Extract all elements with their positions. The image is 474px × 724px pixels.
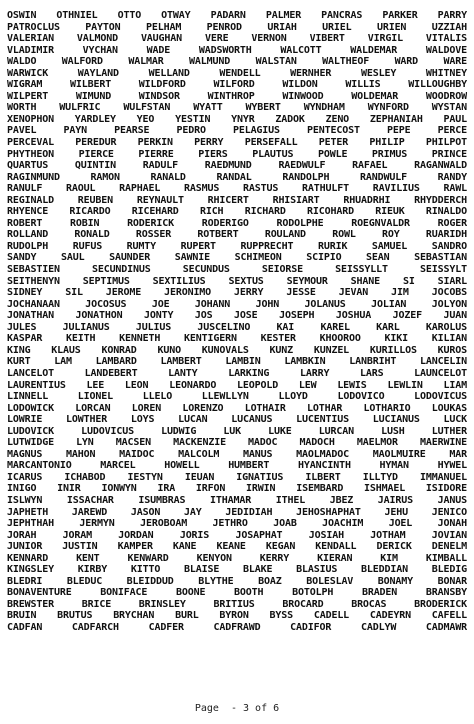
name-list-line: LODOWICK LORCAN LOREN LORENZO LOTHAIR LOTHAR LOTHARIO LOUKAS — [7, 402, 467, 414]
name-list-line: JEPHTHAH JERMYN JEROBOAM JETHRO JOAB JOACHIM JOEL JONAH — [7, 518, 467, 530]
name-list-line: KINGSLEY KIRBY KITTO BLAISE BLAKE BLASIUS BLEDDIAN BLEDIG — [7, 564, 467, 576]
name-list-line: RUDOLPH RUFUS RUMTY RUPERT RUPPRECHT RURIK SAMUEL SANDRO — [7, 240, 467, 252]
name-list-line: BREWSTER BRICE BRINSLEY BRITIUS BROCARD BROCAS BRODERICK — [7, 598, 467, 610]
name-list-line: RANULF RAOUL RAPHAEL RASMUS RASTUS RATHULFT RAVILIUS RAWL — [7, 183, 467, 195]
name-list-line: WIGRAM WILBERT WILDFORD WILFORD WILDON WILLIS WILLOUGHBY — [7, 79, 467, 91]
name-list-line: WILPERT WIMUND WINDSOR WINTHROP WINWOOD WOLDEMAR WOODROW — [7, 90, 467, 102]
name-list-line: BLEDRI BLEDUC BLEIDDUD BLYTHE BOAZ BOLESLAV BONAMY BONAR — [7, 575, 467, 587]
name-list-line: ROLLAND RONALD ROSSER ROTBERT ROULAND ROWL ROY RUARIDH — [7, 229, 467, 241]
name-list-line: WALDO WALFORD WALMAR WALMUND WALSTAN WALTHEOF WARD WARE — [7, 56, 467, 68]
name-list-line: INIGO INIR IONWYN IRA IRFON IRWIN ISEMBARD ISHMAEL ISIDORE — [7, 483, 467, 495]
name-list-line: KASPAR KEITH KENNETH KENTIGERN KESTER KHOOROO KIKI KILIAN — [7, 333, 467, 345]
name-list-line: RHYENCE RICARDO RICEHARD RICH RICHARD RICOHARD RIEUK RINALDO — [7, 206, 467, 218]
name-list-line: SIDNEY SIL JEROME JERONIMO JERRY JESSE JEVAN JIM JOCOBS — [7, 287, 467, 299]
name-list-line: KENNARD KENT KENWARD KENYON KERRY KIERAN KIM KIMBALL — [7, 552, 467, 564]
name-list-line: VLADIMIR VYCHAN WADE WADSWORTH WALCOTT WALDEMAR WALDOVE — [7, 44, 467, 56]
name-list-line: LUTWIDGE LYN MACSEN MACKENZIE MADOC MADOCH MAELMOR MAERWINE — [7, 437, 467, 449]
name-list-line: LAURENTIUS LEE LEON LEONARDO LEOPOLD LEW LEWIS LEWLIN LIAM — [7, 379, 467, 391]
name-list-line: WARWICK WAYLAND WELLAND WENDELL WERNHER WESLEY WHITNEY — [7, 67, 467, 79]
name-list-line: REGINALD REUBEN REYNAULT RHICERT RHISIART RHUADRHI RHYDDERCH — [7, 194, 467, 206]
name-list-line: LUDOVICK LUDOVICUS LUDWIG LUK LUKE LURCAN LUSH LUTHER — [7, 425, 467, 437]
name-list-line: MAGNUS MAHON MAIDOC MALCOLM MANUS MAOLMADOC MAOLMUIRE MAR — [7, 448, 467, 460]
name-list — [7, 10, 470, 634]
name-list-line: XENOPHON YARDLEY YEO YESTIN YNYR ZADOK ZENO ZEPHANIAH PAUL — [7, 113, 467, 125]
name-list-line: SEBASTIEN SECUNDINUS SECUNDUS SEIORSE SEISSYLLT SEISSYLT — [7, 264, 467, 276]
name-list-line: PERCEVAL PEREDUR PERKIN PERRY PERSEFALL PETER PHILIP PHILPOT — [7, 137, 467, 149]
name-list-line: OSWIN OTHNIEL OTTO OTWAY PADARN PALMER PANCRAS PARKER PARRY — [7, 10, 467, 21]
name-list-line: KURT LAM LAMBARD LAMBERT LAMBIN LAMBKIN LANBRIHT LANCELIN — [7, 356, 467, 368]
name-list-line: JUNIOR JUSTIN KAMPER KANE KEANE KEGAN KENDALL DERICK DENELM — [7, 541, 467, 553]
name-list-line: SANDY SAUL SAUNDER SAWNIE SCHIMEON SCIPIO SEAN SEBASTIAN — [7, 252, 467, 264]
name-list-line: JULES JULIANUS JULIUS JUSCELINO KAI KAREL KARL KAROLUS — [7, 321, 467, 333]
name-list-line: BRUIN BRUTUS BRYCHAN BURL BYRON BYSS CADELL CADEYRN CAFELL — [7, 610, 467, 622]
page-footer: Page - 3 of 6 — [194, 703, 280, 714]
name-list-line: SEITHENYN SEPTIMUS SEXTILIUS SEXTUS SEYMOUR SHANE SI SIARL — [7, 275, 467, 287]
name-list-line: JONATHAN JONATHON JONTY JOS JOSE JOSEPH JOSHUA JOZEF JUAN — [7, 310, 467, 322]
name-list-line: KING KLAUS KONRAD KUNO KUNOVALS KUNZ KUNZEL KURILLOS KUROS — [7, 344, 467, 356]
name-list-line: LANCELOT LANDEBERT LANTY LARKING LARRY LARS LAUNCELOT — [7, 367, 467, 379]
name-list-line: ROBERT ROBIN RODERICK RODERIGO RODOLPHE ROEGNVALDR ROGER — [7, 217, 467, 229]
name-list-line: RAGINMUND RAMON RANALD RANDAL RANDOLPH RANDWULF RANDY — [7, 171, 467, 183]
name-list-line: JAPHETH JAREWD JASON JAY JEDIDIAH JEHOSHAPHAT JEHU JENICO — [7, 506, 467, 518]
name-list-line: QUARTUS QUINTIN RADULF RAEDMUND RAEDWULF RAFAEL RAGANWALD — [7, 160, 467, 172]
name-list-line: PHYTHEON PIERCE PIERRE PIERS PLAUTUS POWLE PRIMUS PRINCE — [7, 148, 467, 160]
name-list-line: PAVEL PAYN PEARSE PEDRO PELAGIUS PENTECOST PEPE PERCE — [7, 125, 467, 137]
name-list-line: PATROCLUS PAYTON PELHAM PENROD URIAH URIEL URIEN UZZIAH — [7, 21, 467, 33]
name-list-line: JOCHANAAN JOCOSUS JOE JOHANN JOHN JOLANUS JOLIAN JOLYON — [7, 298, 467, 310]
name-list-line: LOWRIE LOWTHER LOYS LUCAN LUCANUS LUCENTIUS LUCIANUS LUCK — [7, 414, 467, 426]
name-list-line: ISLWYN ISSACHAR ISUMBRAS ITHAMAR ITHEL JBEZ JAIRUS JANUS — [7, 494, 467, 506]
name-list-line: JORAH JORAM JORDAN JORIS JOSAPHAT JOSIAH JOTHAM JOVIAN — [7, 529, 467, 541]
name-list-line: ICARUS ICHABOD IESTYN IEUAN IGNATIUS ILBERT ILLTYD IMMANUEL — [7, 471, 467, 483]
name-list-line: LINNELL LIONEL LLELO LLEWLLYN LLOYD LODOVICO LODOVICUS — [7, 391, 467, 403]
name-list-line: BONAVENTURE BONIFACE BOONE BOOTH BOTOLPH BRADEN BRANSBY — [7, 587, 467, 599]
name-list-line: MARCANTONIO MARCEL HOWELL HUMBERT HYANCINTH HYMAN HYWEL — [7, 460, 467, 472]
name-list-line: CADFAN CADFARCH CADFER CADFRAWD CADIFOR CADLYW CADMAWR — [7, 621, 467, 633]
name-list-line: WORTH WULFRIC WULFSTAN WYATT WYBERT WYNDHAM WYNFORD WYSTAN — [7, 102, 467, 114]
name-list-line: VALERIAN VALMOND VAUGHAN VERE VERNON VIBERT VIRGIL VITALIS — [7, 33, 467, 45]
